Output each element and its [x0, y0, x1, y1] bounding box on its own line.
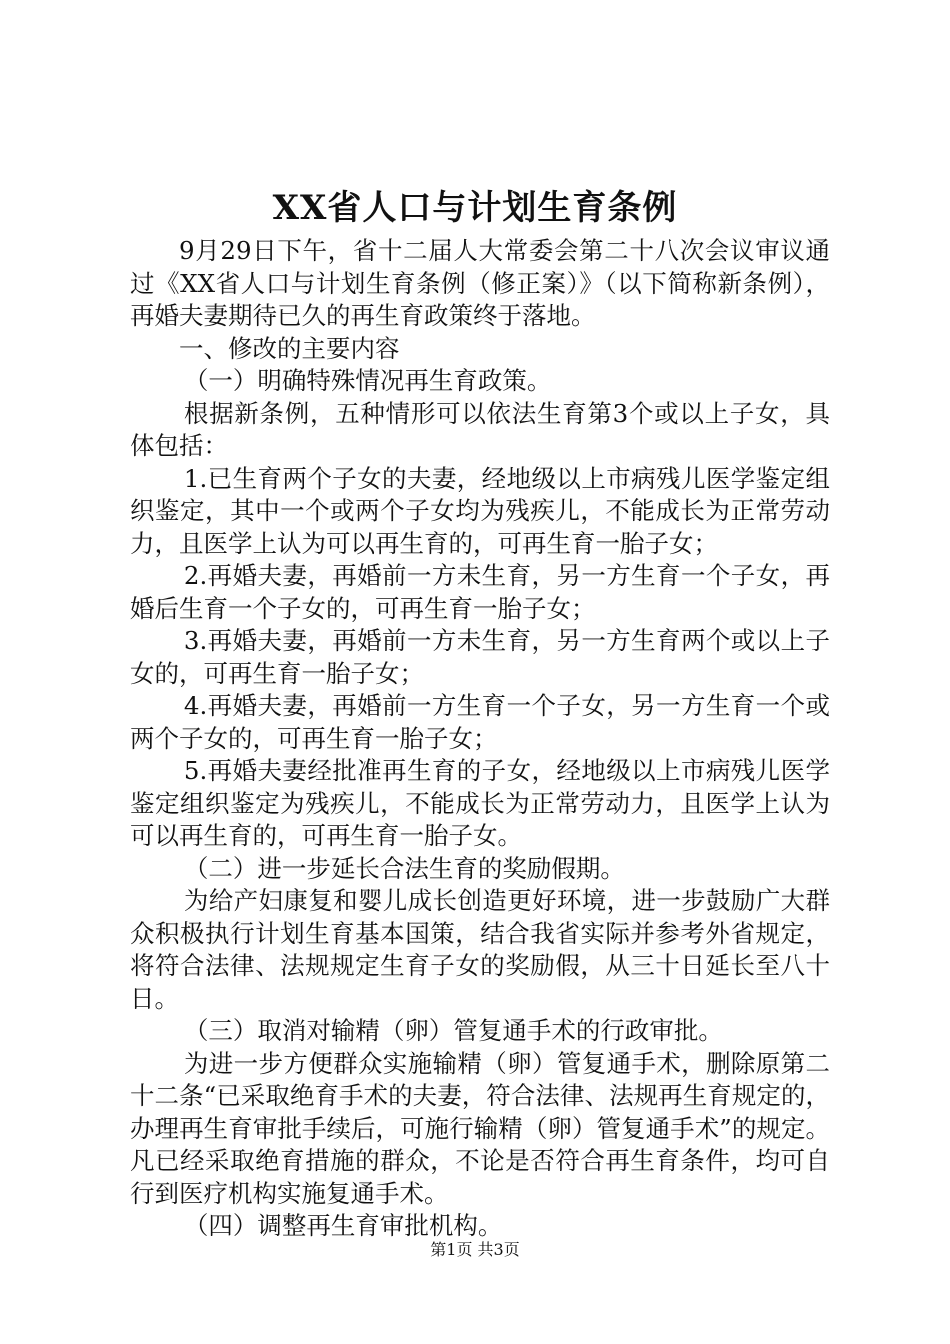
subheading-2: （二）进一步延长合法生育的奖励假期。: [183, 853, 625, 883]
page-number: 第1页 共3页: [430, 1240, 520, 1259]
paragraph-intro: 9月29日下午，省十二届人大常委会第二十八次会议审议通过《XX省人口与计划生育条例（修正案）》（以下简称新条例），再婚夫妻期待已久的再生育政策终于落地。: [130, 236, 830, 330]
document-title: XX省人口与计划生育条例: [272, 188, 678, 228]
subheading-1: （一）明确特殊情况再生育政策。: [183, 366, 552, 395]
paragraph-conditions-intro: 根据新条例，五种情形可以依法生育第3个或以上子女，具体包括：: [130, 398, 830, 460]
list-item-2: 2.再婚夫妻，再婚前一方未生育，另一方生育一个子女，再婚后生育一个子女的，可再生育一胎子女；: [130, 561, 830, 623]
list-item-4: 4.再婚夫妻，再婚前一方生育一个子女，另一方生育一个或两个子女的，可再生育一胎子女；: [130, 691, 830, 753]
document-body: [130, 235, 830, 1243]
list-item-1: 1.已生育两个子女的夫妻，经地级以上市病残儿医学鉴定组织鉴定，其中一个或两个子女均为残疾儿，不能成长为正常劳动力，且医学上认为可以再生育的，可再生育一胎子女；: [130, 463, 830, 558]
section-heading-1: 一、修改的主要内容: [179, 333, 400, 363]
list-item-3: 3.再婚夫妻，再婚前一方未生育，另一方生育两个或以上子女的，可再生育一胎子女；: [130, 626, 830, 688]
paragraph-surgery: 为进一步方便群众实施输精（卵）管复通手术，删除原第二十二条“已采取绝育手术的夫妻，符合法律、法规再生育规定的，办理再生育审批手续后，可施行输精（卵）管复通手术”的规定。凡已经采取绝育措施的群众，不论是否符合再生育条件，均可自行到医疗机构实施复通手术。: [130, 1048, 830, 1208]
paragraph-leave: 为给产妇康复和婴儿成长创造更好环境，进一步鼓励广大群众积极执行计划生育基本国策，结合我省实际并参考外省规定，将符合法律、法规规定生育子女的奖励假，从三十日延长至八十日。: [130, 886, 830, 1013]
subheading-3: （三）取消对输精（卵）管复通手术的行政审批。: [183, 1016, 723, 1045]
subheading-4: （四）调整再生育审批机构。: [183, 1211, 503, 1240]
list-item-5: 5.再婚夫妻经批准再生育的子女，经地级以上市病残儿医学鉴定组织鉴定为残疾儿，不能成长为正常劳动力，且医学上认为可以再生育的，可再生育一胎子女。: [130, 756, 830, 850]
